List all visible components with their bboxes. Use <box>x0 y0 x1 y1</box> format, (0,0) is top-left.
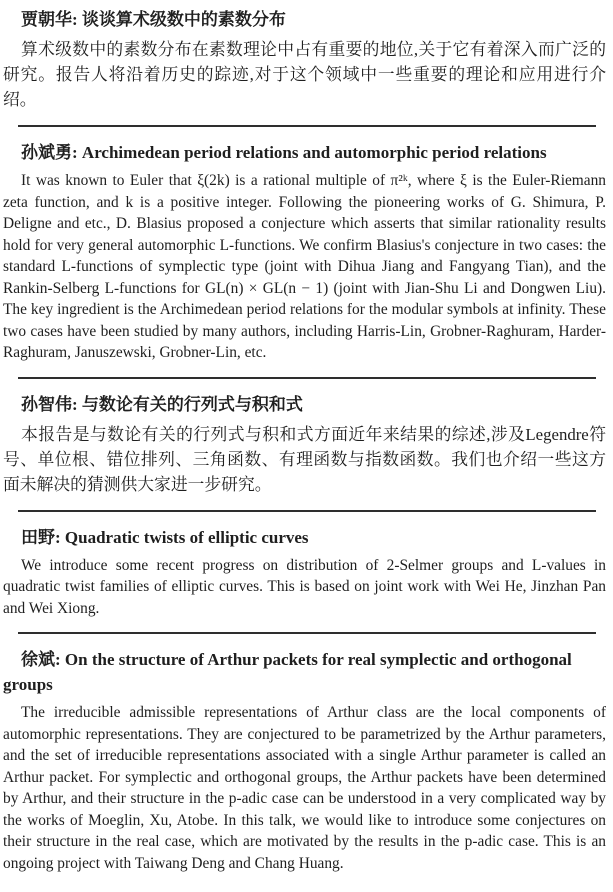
talk-heading <box>3 140 606 165</box>
talk-title: 与数论有关的行列式与积和式 <box>81 394 303 414</box>
talk-section-tian-ye <box>3 525 606 620</box>
talk-heading <box>3 647 606 697</box>
section-divider <box>18 510 596 512</box>
talk-abstract: It was known to Euler that ξ(2k) is a rational multiple of π²ᵏ, where ξ is the Euler-Riemann zeta function, and k is a positive integer. Following the pioneering works of G. Shimura, P. Deligne and etc., D. Blasius proposed a conjecture which asserts that similar rationality results hold for very general automorphic L-functions. We confirm Blasius's conjecture in two cases: the standard L-functions of symplectic type (joint with Dihua Jiang and Fangyang Tian), and the Rankin-Selberg L-functions for GL(n) × GL(n − 1) (joint with Jian-Shu Li and Dongwen Liu). The key ingredient is the Archimedean period relations for the modular symbols at infinity. These two cases have been studied by many authors, including Harris-Lin, Grobner-Raghuram, Harder-Raghuram, Januszewski, Grobner-Lin, etc. <box>3 172 606 361</box>
talk-heading <box>3 525 606 550</box>
talk-title: 谈谈算术级数中的素数分布 <box>81 10 286 29</box>
heading-separator: : <box>72 10 82 29</box>
talk-title: Quadratic twists of elliptic curves <box>64 527 309 547</box>
talk-heading <box>3 392 606 417</box>
talk-abstract: We introduce some recent progress on distribution of 2-Selmer groups and L-values in quadratic twist families of elliptic curves. This is based on joint work with Wei He, Jinzhan Pan and Wei Xiong. <box>3 556 606 617</box>
heading-separator: : <box>55 650 65 669</box>
talk-title: Archimedean period relations and automorphic period relations <box>81 143 547 162</box>
speaker-name: 徐斌 <box>21 650 55 669</box>
talk-abstract: 算术级数中的素数分布在素数理论中占有重要的地位,关于它有着深入而广泛的研究。报告人将沿着历史的踪迹,对于这个领域中一些重要的理论和应用进行介绍。 <box>3 40 606 109</box>
talk-heading <box>3 7 606 32</box>
talk-section-jia-chaohua <box>3 7 606 112</box>
talk-section-sun-zhiwei <box>3 392 606 497</box>
heading-separator: : <box>55 527 65 547</box>
heading-separator: : <box>72 394 82 414</box>
talk-section-xu-bin <box>3 647 606 874</box>
section-divider <box>18 377 596 379</box>
talk-abstract: 本报告是与数论有关的行列式与积和式方面近年来结果的综述,涉及Legendre符号、单位根、错位排列、三角函数、有理函数与指数函数。我们也介绍一些这方面未解决的猜测供大家进一步研究。 <box>3 424 606 494</box>
section-divider <box>18 125 596 127</box>
heading-separator: : <box>72 143 82 162</box>
talk-section-sun-binyong <box>3 140 606 364</box>
speaker-name: 孙智伟 <box>21 394 72 414</box>
speaker-name: 田野 <box>21 527 55 547</box>
speaker-name: 贾朝华 <box>21 10 72 29</box>
section-divider <box>18 632 596 634</box>
talk-abstract: The irreducible admissible representations of Arthur class are the local components of automorphic representations. They are conjectured to be parametrized by the Arthur parameters, and the set of irreducible representations associated with a single Arthur parameter is called an Arthur packet. For symplectic and orthogonal groups, the Arthur packets have been determined by Arthur, and their structure in the p-adic case can be understood in a very complicated way by the works of Moeglin, Xu, Atobe. In this talk, we would like to introduce some conjectures on their structure in the real case, which are motivated by the results in the p-adic case. This is an ongoing project with Taiwang Deng and Chang Huang. <box>3 704 606 872</box>
speaker-name: 孙斌勇 <box>21 143 72 162</box>
talk-title: On the structure of Arthur packets for real symplectic and orthogonal groups <box>3 650 572 694</box>
